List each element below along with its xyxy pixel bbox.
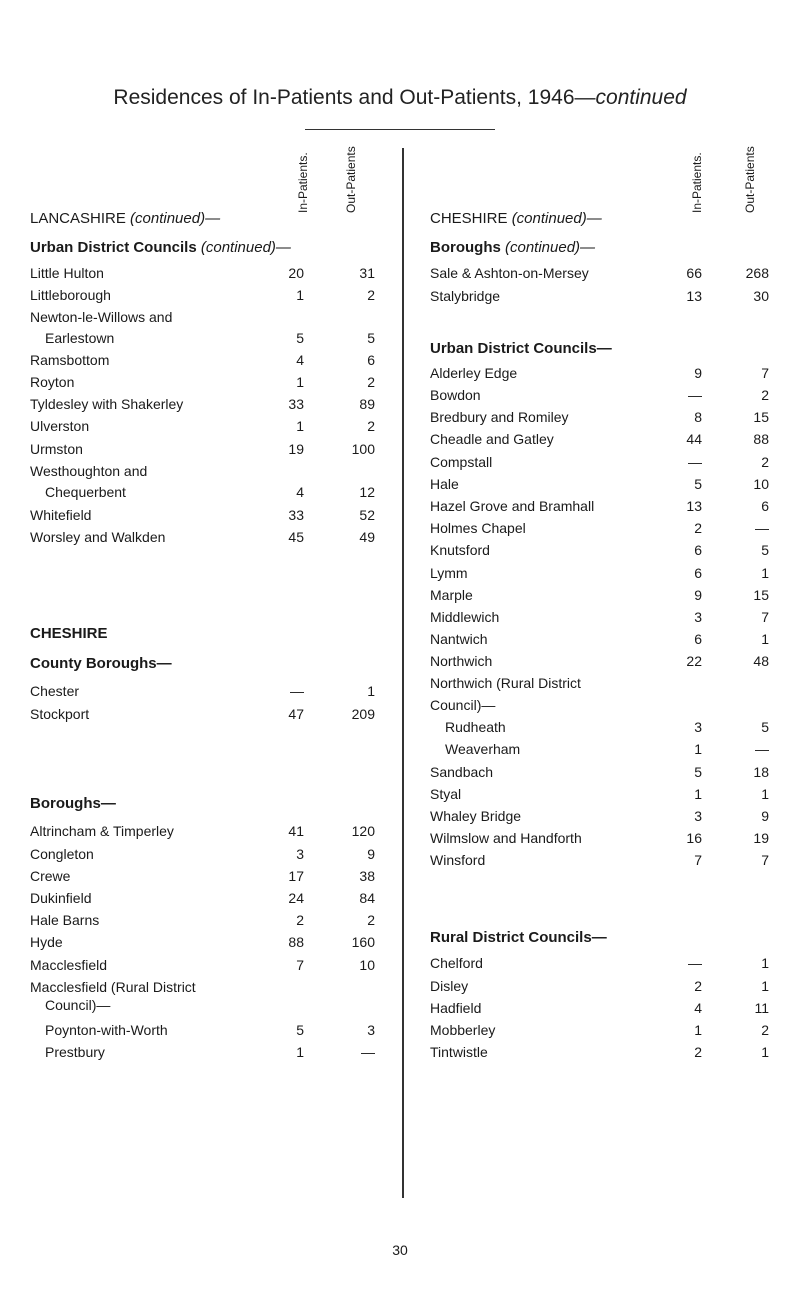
row-name: Marple [430,587,473,603]
row-name: Hale Barns [30,912,100,928]
table-row [30,823,400,845]
in-patients-value: 5 [296,1022,304,1038]
table-row [430,978,800,1000]
in-patients-value: 33 [288,396,304,412]
in-patients-value: 5 [694,476,702,492]
in-patients-value: 47 [288,706,304,722]
in-patients-value: 4 [296,484,304,500]
out-patients-value: 2 [761,454,769,470]
table-row [430,409,800,431]
in-patients-value: 2 [694,520,702,536]
row-name: Tintwistle [430,1044,488,1060]
in-patients-value: 1 [694,741,702,757]
table-row [430,431,800,453]
row-name: Northwich (Rural District [430,675,581,691]
in-patients-value: 3 [694,719,702,735]
in-patients-value: 9 [694,365,702,381]
out-patients-value: — [361,1044,375,1060]
out-patients-value: 52 [359,507,375,523]
table-row [30,463,400,485]
table-row [430,697,800,719]
in-patients-value: 4 [694,1000,702,1016]
out-patients-value: 2 [367,418,375,434]
table-row [430,520,800,542]
urban-district-note: (continued)— [200,239,291,256]
row-name: Ulverston [30,418,90,434]
urban-district-label: Urban District Councils [30,239,197,256]
table-row [30,352,400,374]
in-patients-value: — [688,955,702,971]
in-patients-value: 5 [694,764,702,780]
out-patients-value: 2 [761,1022,769,1038]
table-row [430,565,800,587]
row-name: Holmes Chapel [430,520,526,536]
column-divider [402,148,404,1198]
row-name: Sandbach [430,764,494,780]
in-patients-value: 2 [296,912,304,928]
cheshire-note: (continued)— [511,210,602,227]
row-name: Worsley and Walkden [30,529,166,545]
table-row [30,309,400,331]
row-name: Mobberley [430,1022,496,1038]
table-row [30,484,400,506]
row-name: Prestbury [45,1044,105,1060]
row-name: Macclesfield (Rural District [30,979,196,995]
in-patients-value: 3 [296,846,304,862]
in-patients-value: — [688,454,702,470]
row-name: Poynton-with-Worth [45,1022,168,1038]
in-patients-value: 2 [694,1044,702,1060]
in-patients-value: 24 [288,890,304,906]
in-patients-value: 17 [288,868,304,884]
out-patients-value: 31 [359,265,375,281]
row-name: Styal [430,786,462,802]
out-patients-value: 9 [367,846,375,862]
row-name: Whitefield [30,507,92,523]
in-patients-value: 8 [694,409,702,425]
out-patients-value: 11 [754,1000,769,1016]
table-row [430,288,800,310]
table-row [30,1022,400,1044]
out-patients-value: 30 [753,288,769,304]
row-name: Middlewich [430,609,500,625]
row-name: Cheadle and Gatley [430,431,554,447]
row-name: Nantwich [430,631,488,647]
out-patients-value: 38 [359,868,375,884]
in-patients-value: 6 [694,565,702,581]
table-row [30,1044,400,1066]
in-patients-value: 66 [686,265,702,281]
out-patients-value: 6 [367,352,375,368]
in-patients-value: 3 [694,609,702,625]
in-patients-value: 7 [296,957,304,973]
row-name: Macclesfield [30,957,108,973]
row-name: Congleton [30,846,94,862]
urban-district-header-left [30,239,291,256]
out-patients-value: 10 [753,476,769,492]
in-patients-value: 45 [288,529,304,545]
in-patients-value: 9 [694,587,702,603]
table-row [430,498,800,520]
table-row [30,396,400,418]
row-name: Crewe [30,868,71,884]
out-patients-value: 1 [761,955,769,971]
out-patients-value: 5 [761,719,769,735]
table-row [30,683,400,705]
in-patients-value: 5 [296,330,304,346]
row-name: Chelford [430,955,483,971]
row-name: Knutsford [430,542,490,558]
row-name: Ramsbottom [30,352,110,368]
left-col-in-header: In-Patients. [296,152,310,213]
out-patients-value: 88 [753,431,769,447]
out-patients-value: 89 [359,396,375,412]
table-row [30,529,400,551]
out-patients-value: 15 [753,409,769,425]
boroughs-label: Boroughs [430,239,501,256]
table-row [430,476,800,498]
table-row [430,653,800,675]
out-patients-value: 7 [761,852,769,868]
out-patients-value: 5 [367,330,375,346]
in-patients-value: 88 [288,934,304,950]
table-row [430,786,800,808]
row-name: Wilmslow and Handforth [430,830,582,846]
out-patients-value: 1 [761,1044,769,1060]
out-patients-value: 5 [761,542,769,558]
table-row [30,934,400,956]
table-row [430,587,800,609]
row-name: Stockport [30,706,90,722]
table-row [430,955,800,977]
row-name: Council)— [430,697,496,713]
row-name: Royton [30,374,75,390]
out-patients-value: 2 [761,387,769,403]
cheshire-label: CHESHIRE [430,210,508,227]
in-patients-value: 19 [288,441,304,457]
table-row [430,609,800,631]
row-name: Council)— [45,997,111,1013]
table-row [430,675,800,697]
out-patients-value: 1 [761,565,769,581]
title-rule [305,129,495,130]
out-patients-value: 49 [359,529,375,545]
out-patients-value: 18 [753,764,769,780]
in-patients-value: — [688,387,702,403]
out-patients-value: 15 [753,587,769,603]
out-patients-value: 84 [359,890,375,906]
table-row [30,890,400,912]
right-col-out-header: Out-Patients [743,146,757,213]
row-name: Bredbury and Romiley [430,409,569,425]
in-patients-value: 3 [694,808,702,824]
row-name: Altrincham & Timperley [30,823,174,839]
in-patients-value: 4 [296,352,304,368]
row-name: Bowdon [430,387,481,403]
row-name: Compstall [430,454,493,470]
out-patients-value: 12 [359,484,375,500]
out-patients-value: 1 [761,978,769,994]
row-name: Dukinfield [30,890,92,906]
out-patients-value: 209 [351,706,375,722]
table-row [430,542,800,564]
table-row [430,808,800,830]
row-name: Newton-le-Willows and [30,309,173,325]
out-patients-value: 6 [761,498,769,514]
in-patients-value: 41 [288,823,304,839]
row-name: Hazel Grove and Bramhall [430,498,595,514]
lancashire-note: (continued)— [130,210,221,227]
right-col-in-header: In-Patients. [690,152,704,213]
out-patients-value: 7 [761,365,769,381]
out-patients-value: 2 [367,287,375,303]
left-col-out-header: Out-Patients [344,146,358,213]
in-patients-value: 16 [686,830,702,846]
page-title: Residences of In-Patients and Out-Patients, 1946—continued [113,86,687,109]
row-name: Northwich [430,653,493,669]
row-name: Hadfield [430,1000,482,1016]
in-patients-value: 6 [694,631,702,647]
table-row [430,719,800,741]
table-row [430,365,800,387]
in-patients-value: 22 [686,653,702,669]
table-row [30,374,400,396]
row-name: Tyldesley with Shakerley [30,396,184,412]
lancashire-label: LANCASHIRE [30,210,126,227]
row-name: Chester [30,683,80,699]
in-patients-value: 13 [686,288,702,304]
in-patients-value: 1 [694,1022,702,1038]
in-patients-value: 33 [288,507,304,523]
cheshire-header-left: CHESHIRE [30,625,108,642]
row-name: Disley [430,978,469,994]
page-title-main: Residences of In-Patients and Out-Patients, 1946 [113,86,575,109]
table-row [30,706,400,728]
table-row [30,441,400,463]
row-name: Littleborough [30,287,111,303]
table-row [430,454,800,476]
table-row [430,1022,800,1044]
table-row [30,330,400,352]
table-row [30,507,400,529]
out-patients-value: — [755,520,769,536]
table-row [430,1000,800,1022]
row-name: Alderley Edge [430,365,518,381]
row-name: Hyde [30,934,63,950]
out-patients-value: 10 [359,957,375,973]
table-row [30,287,400,309]
table-row [430,764,800,786]
out-patients-value: 1 [761,786,769,802]
table-row [430,852,800,874]
in-patients-value: 7 [694,852,702,868]
row-name: Earlestown [45,330,115,346]
out-patients-value: 1 [367,683,375,699]
in-patients-value: 1 [296,418,304,434]
out-patients-value: 1 [761,631,769,647]
row-name: Weaverham [445,741,521,757]
page-number: 30 [392,1242,408,1258]
row-name: Chequerbent [45,484,126,500]
out-patients-value: 160 [351,934,375,950]
in-patients-value: 1 [296,1044,304,1060]
in-patients-value: 44 [686,431,702,447]
row-name: Whaley Bridge [430,808,522,824]
out-patients-value: 9 [761,808,769,824]
county-boroughs-header: County Boroughs— [30,655,172,672]
in-patients-value: 20 [288,265,304,281]
out-patients-value: 48 [753,653,769,669]
out-patients-value: 120 [351,823,375,839]
out-patients-value: 3 [367,1022,375,1038]
boroughs-header-left: Boroughs— [30,795,116,812]
row-name: Urmston [30,441,83,457]
page-title-suffix: continued [595,86,687,109]
rural-district-header: Rural District Councils— [430,929,607,946]
row-name: Winsford [430,852,486,868]
table-row [430,265,800,287]
table-row [30,846,400,868]
out-patients-value: 19 [753,830,769,846]
in-patients-value: 13 [686,498,702,514]
row-name: Rudheath [445,719,506,735]
row-name: Lymm [430,565,468,581]
table-row [30,418,400,440]
out-patients-value: 268 [745,265,769,281]
cheshire-continued-header [430,210,602,227]
boroughs-continued-header [430,239,595,256]
in-patients-value: 6 [694,542,702,558]
table-row [30,912,400,934]
table-row [30,265,400,287]
table-row [30,997,400,1019]
row-name: Westhoughton and [30,463,148,479]
boroughs-note: (continued)— [505,239,596,256]
out-patients-value: 100 [351,441,375,457]
urban-district-header-right: Urban District Councils— [430,340,612,357]
in-patients-value: 1 [694,786,702,802]
lancashire-header [30,210,220,227]
in-patients-value: 1 [296,287,304,303]
in-patients-value: 1 [296,374,304,390]
table-row [430,830,800,852]
out-patients-value: 2 [367,374,375,390]
table-row [30,868,400,890]
out-patients-value: — [755,741,769,757]
out-patients-value: 7 [761,609,769,625]
table-row [430,387,800,409]
in-patients-value: 2 [694,978,702,994]
row-name: Little Hulton [30,265,104,281]
out-patients-value: 2 [367,912,375,928]
table-row [30,957,400,979]
table-row [430,1044,800,1066]
row-name: Stalybridge [430,288,501,304]
table-row [430,741,800,763]
in-patients-value: — [290,683,304,699]
row-name: Hale [430,476,459,492]
table-row [430,631,800,653]
row-name: Sale & Ashton-on-Mersey [430,265,589,281]
